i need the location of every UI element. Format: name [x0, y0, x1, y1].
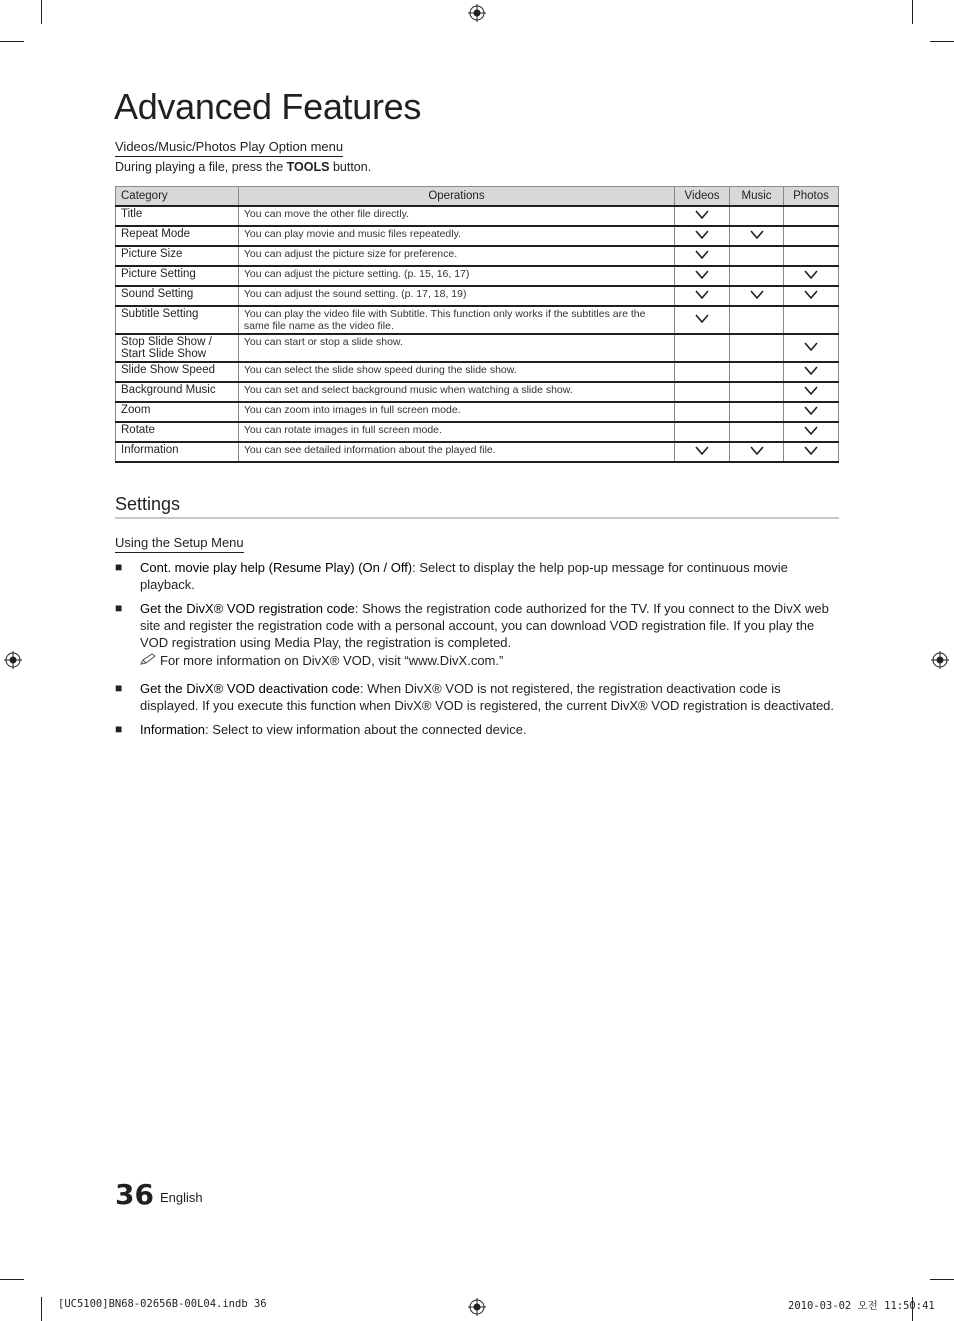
setting-term: Information [140, 722, 206, 737]
table-row [116, 206, 839, 226]
photos-support-cell [783, 334, 838, 362]
table-row [116, 334, 839, 362]
check-icon [695, 314, 709, 323]
music-support-cell [730, 286, 784, 306]
operation-cell: You can play movie and music files repeatedly. [238, 226, 674, 246]
category-cell: Title [116, 206, 239, 226]
check-icon [804, 446, 818, 455]
category-cell: Background Music [116, 382, 239, 402]
table-row [116, 226, 839, 246]
table-row [116, 382, 839, 402]
music-support-cell [730, 266, 784, 286]
music-support-cell [730, 362, 784, 382]
videos-support-cell [675, 246, 730, 266]
column-header: Photos [783, 187, 838, 207]
music-support-cell [730, 334, 784, 362]
play-option-heading: Videos/Music/Photos Play Option menu [115, 139, 343, 157]
photos-support-cell [783, 362, 838, 382]
check-icon [750, 446, 764, 455]
category-cell: Zoom [116, 402, 239, 422]
photos-support-cell [783, 266, 838, 286]
check-icon [804, 366, 818, 375]
note-text: For more information on DivX® VOD, visit “www.DivX.com.” [160, 653, 504, 668]
footer-timestamp: 2010-03-02 오전 11:50:41 [788, 1300, 935, 1312]
operation-cell: You can see detailed information about the played file. [238, 442, 674, 462]
table-row [116, 246, 839, 266]
operation-cell: You can adjust the picture setting. (p. 15, 16, 17) [238, 266, 674, 286]
videos-support-cell [675, 402, 730, 422]
check-icon [804, 342, 818, 351]
setup-menu-heading: Using the Setup Menu [115, 535, 244, 553]
category-cell: Rotate [116, 422, 239, 442]
crop-mark [0, 1279, 24, 1280]
category-cell: Subtitle Setting [116, 306, 239, 334]
photos-support-cell [783, 402, 838, 422]
check-icon [804, 426, 818, 435]
photos-support-cell [783, 246, 838, 266]
operation-cell: You can select the slide show speed during the slide show. [238, 362, 674, 382]
videos-support-cell [675, 286, 730, 306]
setting-term: Get the DivX® VOD registration code [140, 601, 355, 616]
check-icon [695, 290, 709, 299]
check-icon [695, 210, 709, 219]
videos-support-cell [675, 334, 730, 362]
category-cell: Sound Setting [116, 286, 239, 306]
divx-note [140, 653, 503, 668]
crop-mark [41, 1297, 42, 1321]
registration-mark-icon [931, 651, 949, 669]
music-support-cell [730, 382, 784, 402]
list-item [115, 559, 839, 593]
table-row [116, 306, 839, 334]
table-header-row [116, 187, 839, 207]
music-support-cell [730, 422, 784, 442]
check-icon [750, 230, 764, 239]
table-row [116, 266, 839, 286]
page-title: Advanced Features [114, 86, 422, 127]
table-row [116, 442, 839, 462]
check-icon [804, 406, 818, 415]
photos-support-cell [783, 442, 838, 462]
check-icon [804, 290, 818, 299]
photos-support-cell [783, 382, 838, 402]
setting-desc: : Shows the registration code authorized for the TV. If you connect to the DivX web site and register the registration code with a personal account, you can download VOD registration file. If you play the VOD registration using Media Play, the registration is completed. [140, 601, 829, 650]
column-header: Videos [675, 187, 730, 207]
bullet-square-icon: ■ [115, 560, 123, 574]
videos-support-cell [675, 422, 730, 442]
play-option-intro: During playing a file, press the TOOLS button. [115, 160, 372, 174]
photos-support-cell [783, 206, 838, 226]
operation-cell: You can set and select background music when watching a slide show. [238, 382, 674, 402]
category-cell: Stop Slide Show / Start Slide Show [116, 334, 239, 362]
registration-mark-icon [468, 1298, 486, 1316]
music-support-cell [730, 226, 784, 246]
category-cell: Picture Setting [116, 266, 239, 286]
music-support-cell [730, 246, 784, 266]
settings-title: Settings [115, 494, 181, 514]
setting-desc: : Select to view information about the connected device. [205, 722, 527, 737]
tools-key: TOOLS [286, 160, 330, 174]
photos-support-cell [783, 306, 838, 334]
column-header: Music [730, 187, 784, 207]
operation-cell: You can rotate images in full screen mode. [238, 422, 674, 442]
category-cell: Information [116, 442, 239, 462]
videos-support-cell [675, 226, 730, 246]
table-row [116, 286, 839, 306]
footer-file-info: [UC5100]BN68-02656B-00L04.indb 36 [58, 1298, 267, 1310]
bullet-square-icon: ■ [115, 722, 123, 736]
crop-mark [41, 0, 42, 24]
pencil-note-icon [140, 653, 160, 668]
column-header: Category [116, 187, 239, 207]
operation-cell: You can move the other file directly. [238, 206, 674, 226]
setting-term: Get the DivX® VOD deactivation code [140, 681, 360, 696]
check-icon [695, 230, 709, 239]
list-item [115, 600, 839, 651]
operation-cell: You can adjust the picture size for preference. [238, 246, 674, 266]
check-icon [695, 270, 709, 279]
music-support-cell [730, 442, 784, 462]
category-cell: Slide Show Speed [116, 362, 239, 382]
registration-mark-icon [4, 651, 22, 669]
category-cell: Picture Size [116, 246, 239, 266]
check-icon [695, 446, 709, 455]
page-number: 36 [115, 1178, 154, 1211]
videos-support-cell [675, 442, 730, 462]
operation-cell: You can play the video file with Subtitle. This function only works if the subtitles are the same file name as the video file. [238, 306, 674, 334]
list-item [115, 721, 839, 738]
table-row [116, 402, 839, 422]
crop-mark [930, 1279, 954, 1280]
operation-cell: You can adjust the sound setting. (p. 17, 18, 19) [238, 286, 674, 306]
crop-mark [0, 41, 24, 42]
photos-support-cell [783, 422, 838, 442]
music-support-cell [730, 402, 784, 422]
operation-cell: You can start or stop a slide show. [238, 334, 674, 362]
check-icon [695, 250, 709, 259]
column-header: Operations [238, 187, 674, 207]
setting-desc: : Select to display the help pop-up message for continuous movie playback. [140, 560, 788, 592]
table-row [116, 362, 839, 382]
category-cell: Repeat Mode [116, 226, 239, 246]
videos-support-cell [675, 382, 730, 402]
music-support-cell [730, 206, 784, 226]
table-row [116, 422, 839, 442]
setting-term: Cont. movie play help (Resume Play) (On / Off) [140, 560, 413, 575]
music-support-cell [730, 306, 784, 334]
bullet-square-icon: ■ [115, 601, 123, 615]
videos-support-cell [675, 266, 730, 286]
check-icon [804, 386, 818, 395]
bullet-square-icon: ■ [115, 681, 123, 695]
photos-support-cell [783, 286, 838, 306]
operation-cell: You can zoom into images in full screen mode. [238, 402, 674, 422]
crop-mark [912, 0, 913, 24]
check-icon [750, 290, 764, 299]
setting-desc: : When DivX® VOD is not registered, the registration deactivation code is displayed. If you execute this function when DivX® VOD is registered, the current DivX® VOD registration is deactivated. [140, 681, 835, 713]
videos-support-cell [675, 206, 730, 226]
videos-support-cell [675, 362, 730, 382]
check-icon [804, 270, 818, 279]
videos-support-cell [675, 306, 730, 334]
page-language: English [160, 1190, 203, 1205]
play-option-table [115, 186, 839, 463]
registration-mark-icon [468, 4, 486, 22]
crop-mark [930, 41, 954, 42]
list-item [115, 680, 839, 714]
photos-support-cell [783, 226, 838, 246]
section-divider [115, 517, 839, 519]
